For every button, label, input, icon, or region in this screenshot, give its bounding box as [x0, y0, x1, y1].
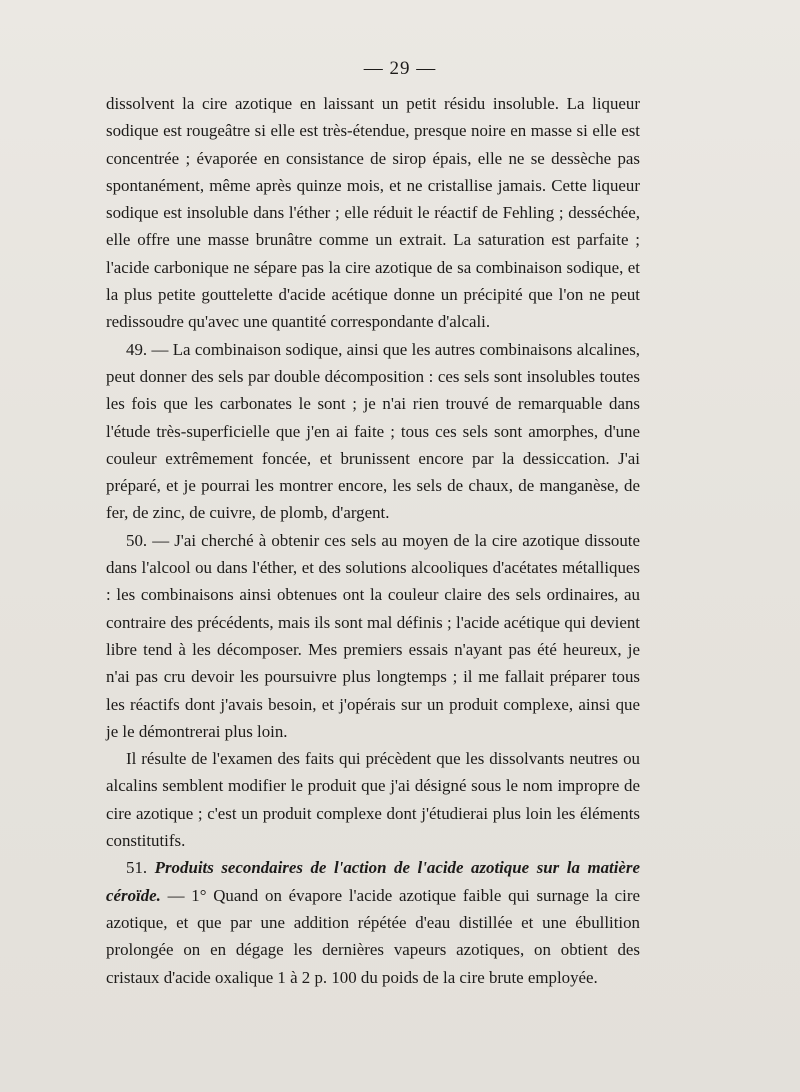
paragraph-49	[106, 336, 640, 527]
paragraph-number: 50.	[126, 530, 148, 550]
paragraph-51	[106, 854, 640, 990]
paragraph-text: — 1° Quand on évapore l'acide azotique faible qui surnage la cire azotique, et que par une addition répétée d'eau distillée et une ébullition prolongée on en dégage les dernières vapeurs azotiques, on obtient des cristaux d'acide oxalique 1 à 2 p. 100 du poids de la cire brute employée.	[106, 885, 640, 987]
paragraph-number: 49.	[126, 339, 148, 359]
paragraph-text: Il résulte de l'examen des faits qui précèdent que les dissolvants neutres ou alcalins semblent modifier le produit que j'ai désigné sous le nom impropre de cire azotique ; c'est un produit complexe dont j'étudierai plus loin les éléments constitutifs.	[106, 749, 640, 851]
paragraph-text: — La combinaison sodique, ainsi que les autres combinaisons alcalines, peut donner des sels par double décomposition : ces sels sont insolubles toutes les fois que les carbonates le sont ; je n'ai rien trouvé de remarquable dans l'étude très-superficielle que j'en ai faite ; tous ces sels sont amorphes, d'une couleur extrêmement foncée, et brunissent encore par la dessiccation. J'ai préparé, et je pourrai les montrer encore, les sels de chaux, de manganèse, de fer, de zinc, de cuivre, de plomb, d'argent.	[106, 339, 640, 523]
paragraph-conclusion	[106, 745, 640, 854]
page-number: — 29 —	[363, 58, 437, 79]
paragraph-text: dissolvent la cire azotique en laissant un petit résidu insoluble. La liqueur sodique est rougeâtre si elle est très-étendue, presque noire en masse si elle est concentrée ; évaporée en consistance de sirop épais, elle ne se dessèche pas spontanément, même après quinze mois, et ne cristallise jamais. Cette liqueur sodique est insoluble dans l'éther ; elle réduit le réactif de Fehling ; desséchée, elle offre une masse brunâtre comme un extrait. La saturation est parfaite ; l'acide carbonique ne sépare pas la cire azotique de sa combinaison sodique, et la plus petite gouttelette d'acide acétique donne un précipité que l'on ne peut redissoudre qu'avec une quantité correspondante d'alcali.	[106, 94, 640, 332]
paragraph-50	[106, 527, 640, 745]
paragraph-number: 51.	[126, 858, 148, 878]
paragraph-text: — J'ai cherché à obtenir ces sels au moyen de la cire azotique dissoute dans l'alcool ou dans l'éther, et des solutions alcooliques d'acétates métalliques : les combinaisons ainsi obtenues ont la couleur claire des sels ordinaires, au contraire des précédents, mais ils sont mal définis ; l'acide acétique qui devient libre tend à les décomposer. Mes premiers essais n'ayant pas été heureux, je n'ai pas cru devoir les poursuivre plus longtemps ; il me fallait préparer tous les réactifs dont j'avais besoin, et j'opérais sur un produit complexe, ainsi que je le démontrerai plus loin.	[106, 530, 640, 741]
section-heading: Produits secondaires de l'action de l'acide azotique sur la matière céroïde.	[106, 858, 640, 905]
body-text	[106, 90, 640, 991]
paragraph-continuation	[106, 90, 640, 336]
